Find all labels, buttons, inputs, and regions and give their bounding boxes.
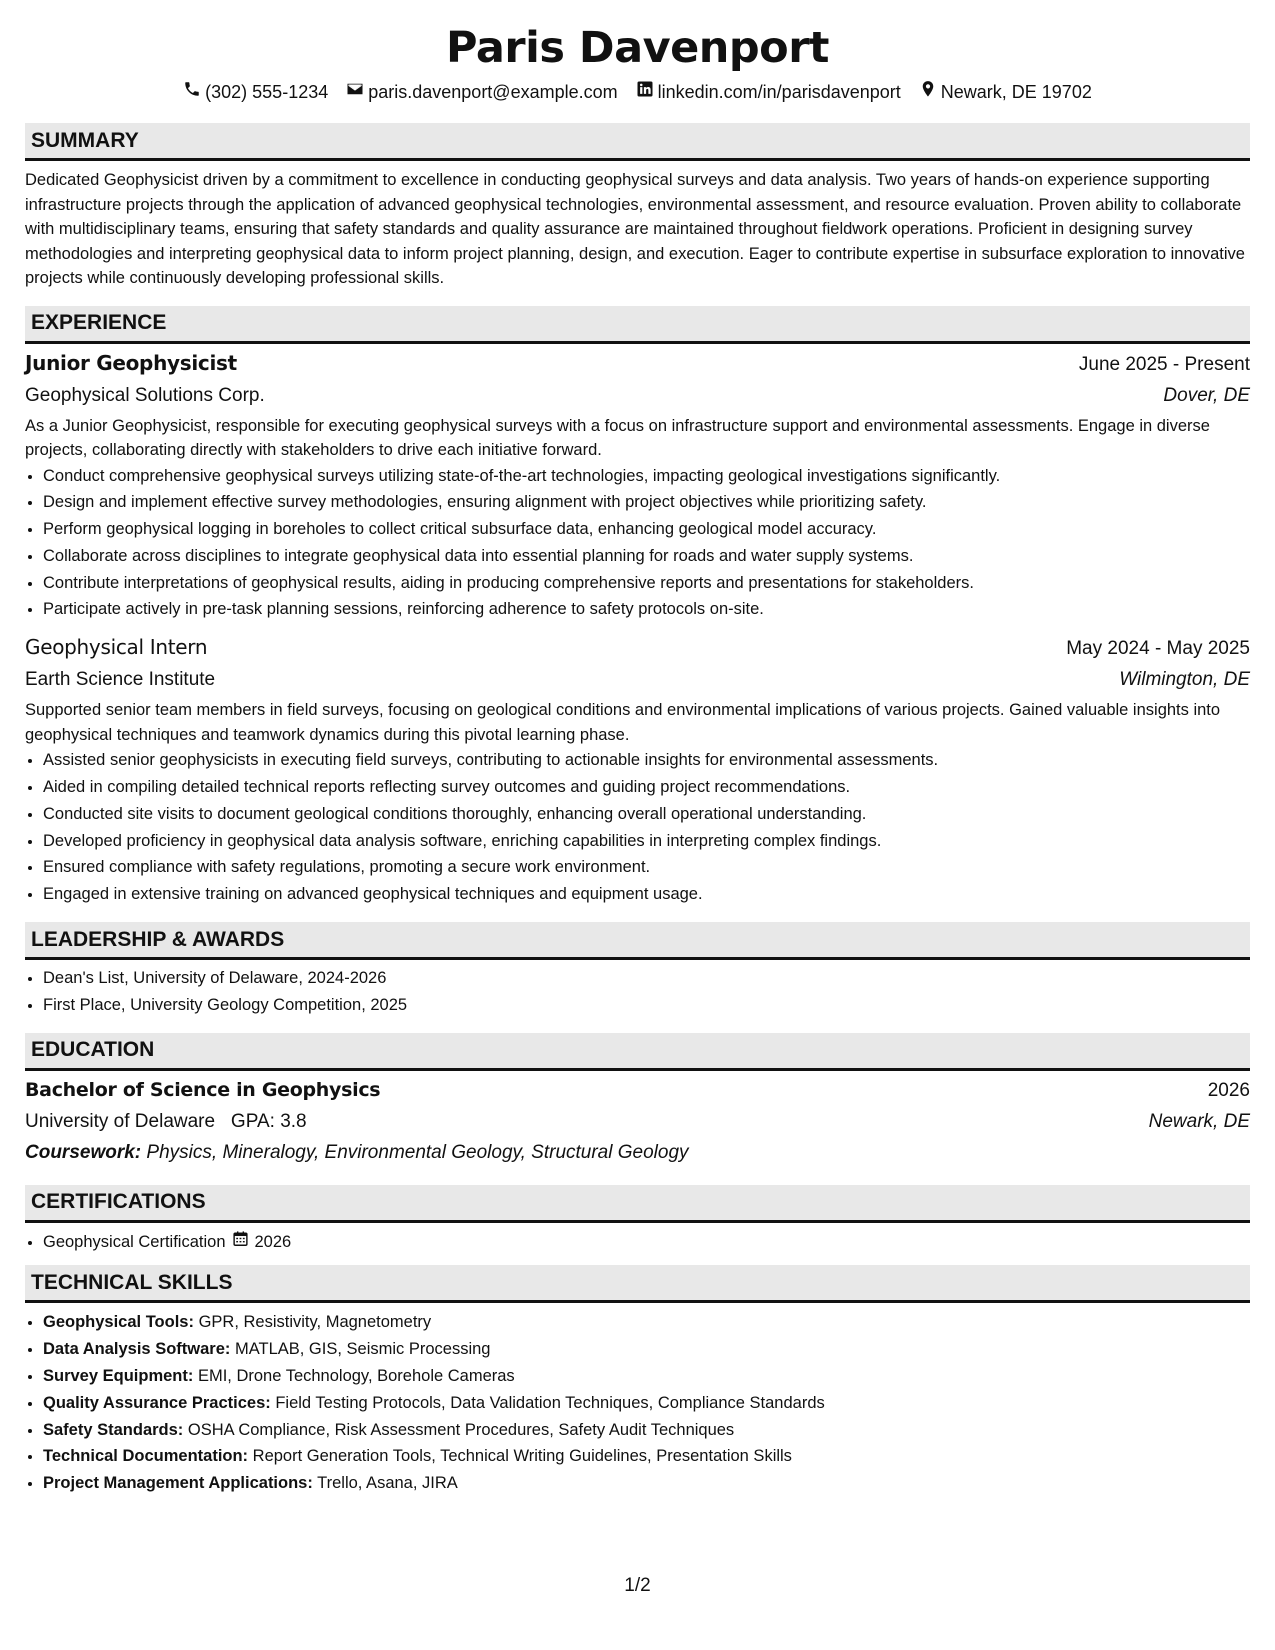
job-dates: June 2025 - Present — [1078, 353, 1250, 375]
job-description: Supported senior team members in field surveys, focusing on geological conditions and environmental implications of various projects. Gained valuable insights into geophysical techniques and teamwork dynamics during this pivotal learning phase. — [25, 701, 1221, 744]
list-item — [43, 1229, 1250, 1256]
certifications-list — [25, 1229, 1250, 1256]
skill-label: Project Management Applications: — [43, 1474, 313, 1493]
phone-icon — [183, 80, 201, 104]
cert-name: • Geophysical Certification — [43, 1232, 226, 1251]
job-description: As a Junior Geophysicist, responsible for executing geophysical surveys with a focus on infrastructure support and environmental assessments. Engage in diverse projects, collaborating directly with stakeholders to drive each initiative forward. — [25, 416, 1210, 459]
skill-label: Technical Documentation: — [43, 1447, 249, 1466]
cert-year: 2026 — [254, 1232, 292, 1251]
job-location: Dover, DE — [1163, 384, 1250, 406]
school-location: Newark, DE — [1148, 1110, 1250, 1132]
list-item: • Contribute interpretations of geophysical results, aiding in producing comprehensive reports and presentations for stakeholders. — [43, 570, 1250, 597]
list-item: • Aided in compiling detailed technical reports reflecting survey outcomes and guiding project recommendations. — [43, 774, 1250, 801]
leadership-list — [25, 965, 1250, 1019]
list-item: • First Place, University Geology Competition, 2025 — [43, 992, 1250, 1019]
phone-text: (302) 555-1234 — [205, 82, 329, 102]
envelope-icon — [346, 80, 364, 104]
location-text: Newark, DE 19702 — [940, 82, 1092, 102]
summary-text: Dedicated Geophysicist driven by a commitment to excellence in conducting geophysical surveys and data analysis. Two years of hands-on experience supporting infrastructure projects through the application of advanced geophysical technologies, environmental assessment, and resource evaluation. Proven ability to collaborate with multidisciplinary teams, ensuring that safety standards and quality assurance are maintained throughout fieldwork operations. Proficient in designing survey methodologies and interpreting geophysical data to inform project planning, design, and execution. Eager to contribute expertise in subsurface exploration to innovative projects while continuously developing professional skills. — [25, 171, 1245, 287]
page-number: 1/2 — [624, 1575, 651, 1596]
skill-label: Quality Assurance Practices: — [43, 1393, 271, 1412]
job-bullets — [25, 463, 1250, 624]
education-entry — [25, 1075, 1250, 1168]
graduation-year: 2026 — [1207, 1079, 1250, 1101]
education-heading: EDUCATION — [25, 1033, 1250, 1071]
skill-label: Geophysical Tools: — [43, 1313, 194, 1332]
list-item — [43, 1309, 1250, 1336]
list-item: • Design and implement effective survey methodologies, ensuring alignment with project objectives while prioritizing safety. — [43, 489, 1250, 516]
coursework-list: Physics, Mineralogy, Environmental Geology, Structural Geology — [146, 1141, 689, 1163]
skill-value: Trello, Asana, JIRA — [317, 1474, 458, 1493]
skill-value: GPR, Resistivity, Magnetometry — [198, 1313, 432, 1332]
list-item — [43, 1390, 1250, 1417]
list-item: • Conduct comprehensive geophysical surveys utilizing state-of-the-art technologies, impacting geological investigations significantly. — [43, 463, 1250, 490]
skill-value: EMI, Drone Technology, Borehole Cameras — [197, 1367, 515, 1386]
summary-heading: SUMMARY — [25, 123, 1250, 161]
job-location: Wilmington, DE — [1119, 669, 1250, 691]
school-name: University of Delaware — [25, 1110, 216, 1132]
coursework-label: Coursework: — [25, 1141, 142, 1163]
list-item: • Ensured compliance with safety regulations, promoting a secure work environment. — [43, 854, 1250, 881]
list-item: • Conducted site visits to document geological conditions thoroughly, enhancing overall operational understanding. — [43, 801, 1250, 828]
contact-linkedin[interactable] — [636, 80, 901, 104]
job-title: Junior Geophysicist — [25, 350, 237, 375]
contact-bar — [25, 80, 1250, 104]
school-info — [25, 1106, 307, 1138]
list-item — [43, 1443, 1250, 1470]
list-item — [43, 1363, 1250, 1390]
linkedin-icon — [636, 80, 654, 104]
leadership-heading: LEADERSHIP & AWARDS — [25, 922, 1250, 960]
skill-label: Safety Standards: — [43, 1420, 184, 1439]
list-item: • Assisted senior geophysicists in executing field surveys, contributing to actionable insights for environmental assessments. — [43, 747, 1250, 774]
experience-heading: EXPERIENCE — [25, 306, 1250, 344]
list-item: • Developed proficiency in geophysical data analysis software, enriching capabilities in interpreting complex findings. — [43, 828, 1250, 855]
list-item — [43, 1470, 1250, 1497]
calendar-icon — [232, 1229, 249, 1256]
list-item: • Engaged in extensive training on advanced geophysical techniques and equipment usage. — [43, 881, 1250, 908]
job-company: Geophysical Solutions Corp. — [25, 384, 265, 406]
list-item: • Participate actively in pre-task planning sessions, reinforcing adherence to safety protocols on-site. — [43, 596, 1250, 623]
job-company: Earth Science Institute — [25, 669, 216, 691]
skills-heading: TECHNICAL SKILLS — [25, 1265, 1250, 1303]
degree: Bachelor of Science in Geophysics — [25, 1078, 381, 1101]
list-item — [43, 1336, 1250, 1363]
list-item: • Collaborate across disciplines to integrate geophysical data into essential planning for roads and water supply systems. — [43, 543, 1250, 570]
list-item — [43, 1417, 1250, 1444]
candidate-name: Paris Davenport — [446, 23, 829, 73]
skill-value: OSHA Compliance, Risk Assessment Procedures, Safety Audit Techniques — [187, 1420, 735, 1439]
certifications-heading: CERTIFICATIONS — [25, 1185, 1250, 1223]
list-item: • Perform geophysical logging in boreholes to collect critical subsurface data, enhancing geological model accuracy. — [43, 516, 1250, 543]
skill-label: Survey Equipment: — [43, 1367, 194, 1386]
map-pin-icon — [919, 80, 937, 104]
skill-value: Field Testing Protocols, Data Validation Techniques, Compliance Standards — [275, 1393, 825, 1412]
coursework — [25, 1138, 1250, 1168]
resume-page — [25, 0, 1250, 1497]
contact-phone[interactable] — [183, 80, 328, 104]
skill-label: Data Analysis Software: — [43, 1340, 231, 1359]
skill-value: MATLAB, GIS, Seismic Processing — [234, 1340, 491, 1359]
job-entry — [25, 632, 1250, 908]
list-item: • Dean's List, University of Delaware, 2024-2026 — [43, 965, 1250, 992]
job-entry — [25, 348, 1250, 624]
skill-value: Report Generation Tools, Technical Writing Guidelines, Presentation Skills — [252, 1447, 792, 1466]
contact-location — [919, 80, 1092, 104]
gpa: GPA: 3.8 — [230, 1110, 307, 1132]
email-text: paris.davenport@example.com — [368, 82, 618, 102]
linkedin-text: linkedin.com/in/parisdavenport — [657, 82, 901, 102]
job-dates: May 2024 - May 2025 — [1066, 638, 1250, 660]
contact-email[interactable] — [346, 80, 617, 104]
job-bullets — [25, 747, 1250, 908]
job-title: Geophysical Intern — [25, 635, 208, 660]
skills-list — [25, 1309, 1250, 1497]
